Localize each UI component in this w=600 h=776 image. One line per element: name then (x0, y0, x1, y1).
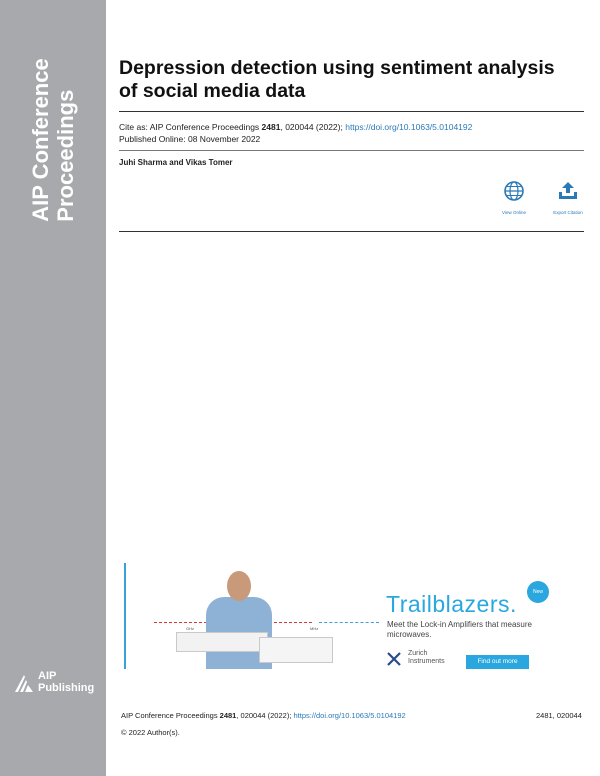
brand-line1: Zurich (408, 650, 428, 657)
export-citation-label: Export Citation (553, 210, 583, 215)
zurich-logo-icon (386, 651, 402, 667)
title-divider (119, 111, 584, 112)
ad-instrument-left (176, 632, 268, 652)
journal-sidebar (0, 0, 106, 776)
zurich-instruments-logo (386, 650, 466, 668)
export-citation-button[interactable] (538, 180, 598, 215)
ad-label-right: MHz (310, 626, 319, 631)
ad-label-left: GHz (186, 626, 194, 631)
globe-icon (503, 180, 525, 202)
view-online-label: View Online (502, 210, 526, 215)
aip-publishing-logo[interactable] (14, 670, 102, 700)
footer-cite-prefix: AIP Conference Proceedings (121, 711, 220, 720)
export-upload-icon (557, 180, 579, 202)
journal-name-line1: AIP Conference (28, 58, 53, 222)
ad-dashed-line-2 (319, 622, 379, 623)
cite-prefix: Cite as: AIP Conference Proceedings (119, 122, 262, 132)
publisher-name (38, 670, 94, 694)
doi-link[interactable]: https://doi.org/10.1063/5.0104192 (345, 122, 473, 132)
brand-line2: Instruments (408, 658, 445, 665)
ad-instrument-right (259, 637, 333, 663)
ad-subtext: Meet the Lock-in Amplifiers that measure microwaves. (387, 620, 532, 639)
advertisement-banner[interactable] (124, 563, 564, 673)
footer-cite-volume: 2481 (219, 711, 237, 720)
article-title: Depression detection using sentiment analysis of social media data (119, 57, 555, 102)
journal-name-line2: Proceedings (53, 89, 78, 222)
aip-logo-icon (14, 672, 34, 694)
publisher-line1: AIP (38, 670, 57, 682)
ad-headline: Trailblazers. (386, 591, 517, 617)
ad-person-head (227, 571, 251, 601)
footer-page-ref: 2481, 020044 (536, 711, 582, 720)
publisher-line2: Publishing (38, 682, 95, 694)
view-online-button[interactable] (484, 180, 544, 215)
published-date: Published Online: 08 November 2022 (119, 134, 261, 144)
find-out-more-button[interactable]: Find out more (466, 655, 529, 669)
footer-citation (121, 711, 406, 720)
meta-divider (119, 150, 584, 151)
new-badge: New (527, 581, 549, 603)
ad-left-bar (124, 563, 126, 669)
citation-line (119, 122, 589, 133)
footer-cite-rest: , 020044 (2022); (236, 711, 294, 720)
copyright: © 2022 Author(s). (121, 728, 180, 737)
header-bottom-divider (119, 231, 584, 232)
authors: Juhi Sharma and Vikas Tomer (119, 158, 233, 167)
cite-volume: 2481 (261, 122, 281, 132)
journal-name (28, 58, 78, 221)
footer-doi-link[interactable]: https://doi.org/10.1063/5.0104192 (293, 711, 406, 720)
cite-rest: , 020044 (2022); (280, 122, 346, 132)
